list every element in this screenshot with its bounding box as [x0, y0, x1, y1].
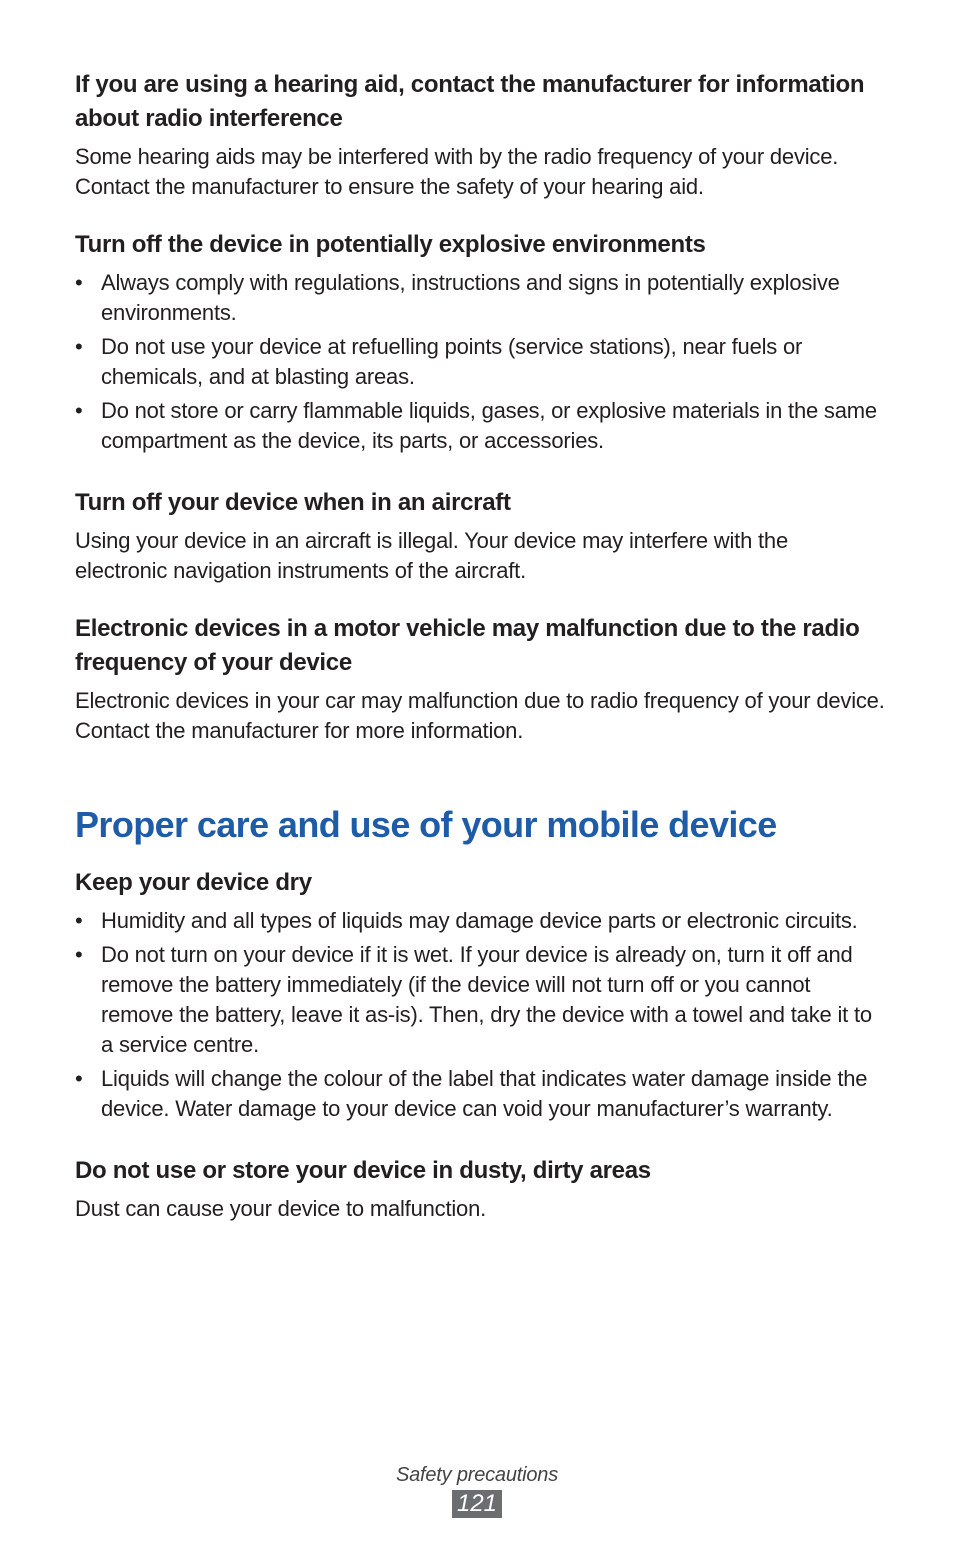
bullet-icon: • — [75, 398, 83, 423]
bullet-icon: • — [75, 270, 83, 295]
footer-section-label: Safety precautions — [395, 1464, 559, 1486]
bullet-icon: • — [75, 942, 83, 967]
page-number: 121 — [452, 1490, 502, 1518]
section-heading: If you are using a hearing aid, contact the manufacturer for information about radio interference — [75, 71, 865, 132]
section-heading: Turn off your device when in an aircraft — [75, 489, 511, 516]
section-dusty-areas — [75, 1154, 885, 1224]
chapter-title: Proper care and use of your mobile device — [75, 804, 777, 845]
list-item — [75, 906, 885, 936]
page-footer — [0, 1462, 954, 1518]
bullet-list — [75, 268, 885, 456]
section-body: Electronic devices in your car may malfunction due to radio frequency of your device. Contact the manufacturer for more information. — [75, 688, 885, 743]
list-item-text: Do not store or carry flammable liquids, gases, or explosive materials in the same compartment as the device, its parts, or accessories. — [101, 398, 877, 453]
list-item — [75, 396, 885, 456]
list-item-text: Humidity and all types of liquids may damage device parts or electronic circuits. — [101, 908, 858, 933]
section-body: Using your device in an aircraft is illegal. Your device may interfere with the electronic navigation instruments of the aircraft. — [75, 528, 789, 583]
list-item-text: Do not turn on your device if it is wet. If your device is already on, turn it off and remove the battery immediately (if the device will not turn off or you cannot remove the battery, leave it as-is). Then, dry the device with a towel and take it to a service centre. — [101, 942, 872, 1057]
page-content — [75, 68, 885, 1224]
bullet-icon: • — [75, 908, 83, 933]
list-item — [75, 1064, 885, 1124]
list-item-text: Always comply with regulations, instructions and signs in potentially explosive environments. — [101, 270, 840, 325]
bullet-icon: • — [75, 334, 83, 359]
list-item-text: Liquids will change the colour of the label that indicates water damage inside the device. Water damage to your device can void your manufacturer’s warranty. — [101, 1066, 868, 1121]
section-heading: Electronic devices in a motor vehicle may malfunction due to the radio frequency of your device — [75, 615, 860, 676]
section-heading: Do not use or store your device in dusty, dirty areas — [75, 1157, 651, 1184]
section-body: Dust can cause your device to malfunction. — [75, 1196, 487, 1221]
bullet-list — [75, 906, 885, 1124]
list-item — [75, 940, 885, 1060]
section-body: Some hearing aids may be interfered with by the radio frequency of your device. Contact the manufacturer to ensure the safety of your hearing aid. — [75, 144, 839, 199]
list-item — [75, 332, 885, 392]
section-aircraft — [75, 486, 885, 586]
section-explosive-environments — [75, 228, 885, 456]
list-item-text: Do not use your device at refuelling points (service stations), near fuels or chemicals, and at blasting areas. — [101, 334, 803, 389]
section-heading: Keep your device dry — [75, 869, 312, 896]
section-hearing-aid — [75, 68, 885, 202]
bullet-icon: • — [75, 1066, 83, 1091]
section-heading: Turn off the device in potentially explosive environments — [75, 231, 706, 258]
list-item — [75, 268, 885, 328]
section-keep-dry — [75, 866, 885, 1124]
section-motor-vehicle — [75, 612, 885, 746]
